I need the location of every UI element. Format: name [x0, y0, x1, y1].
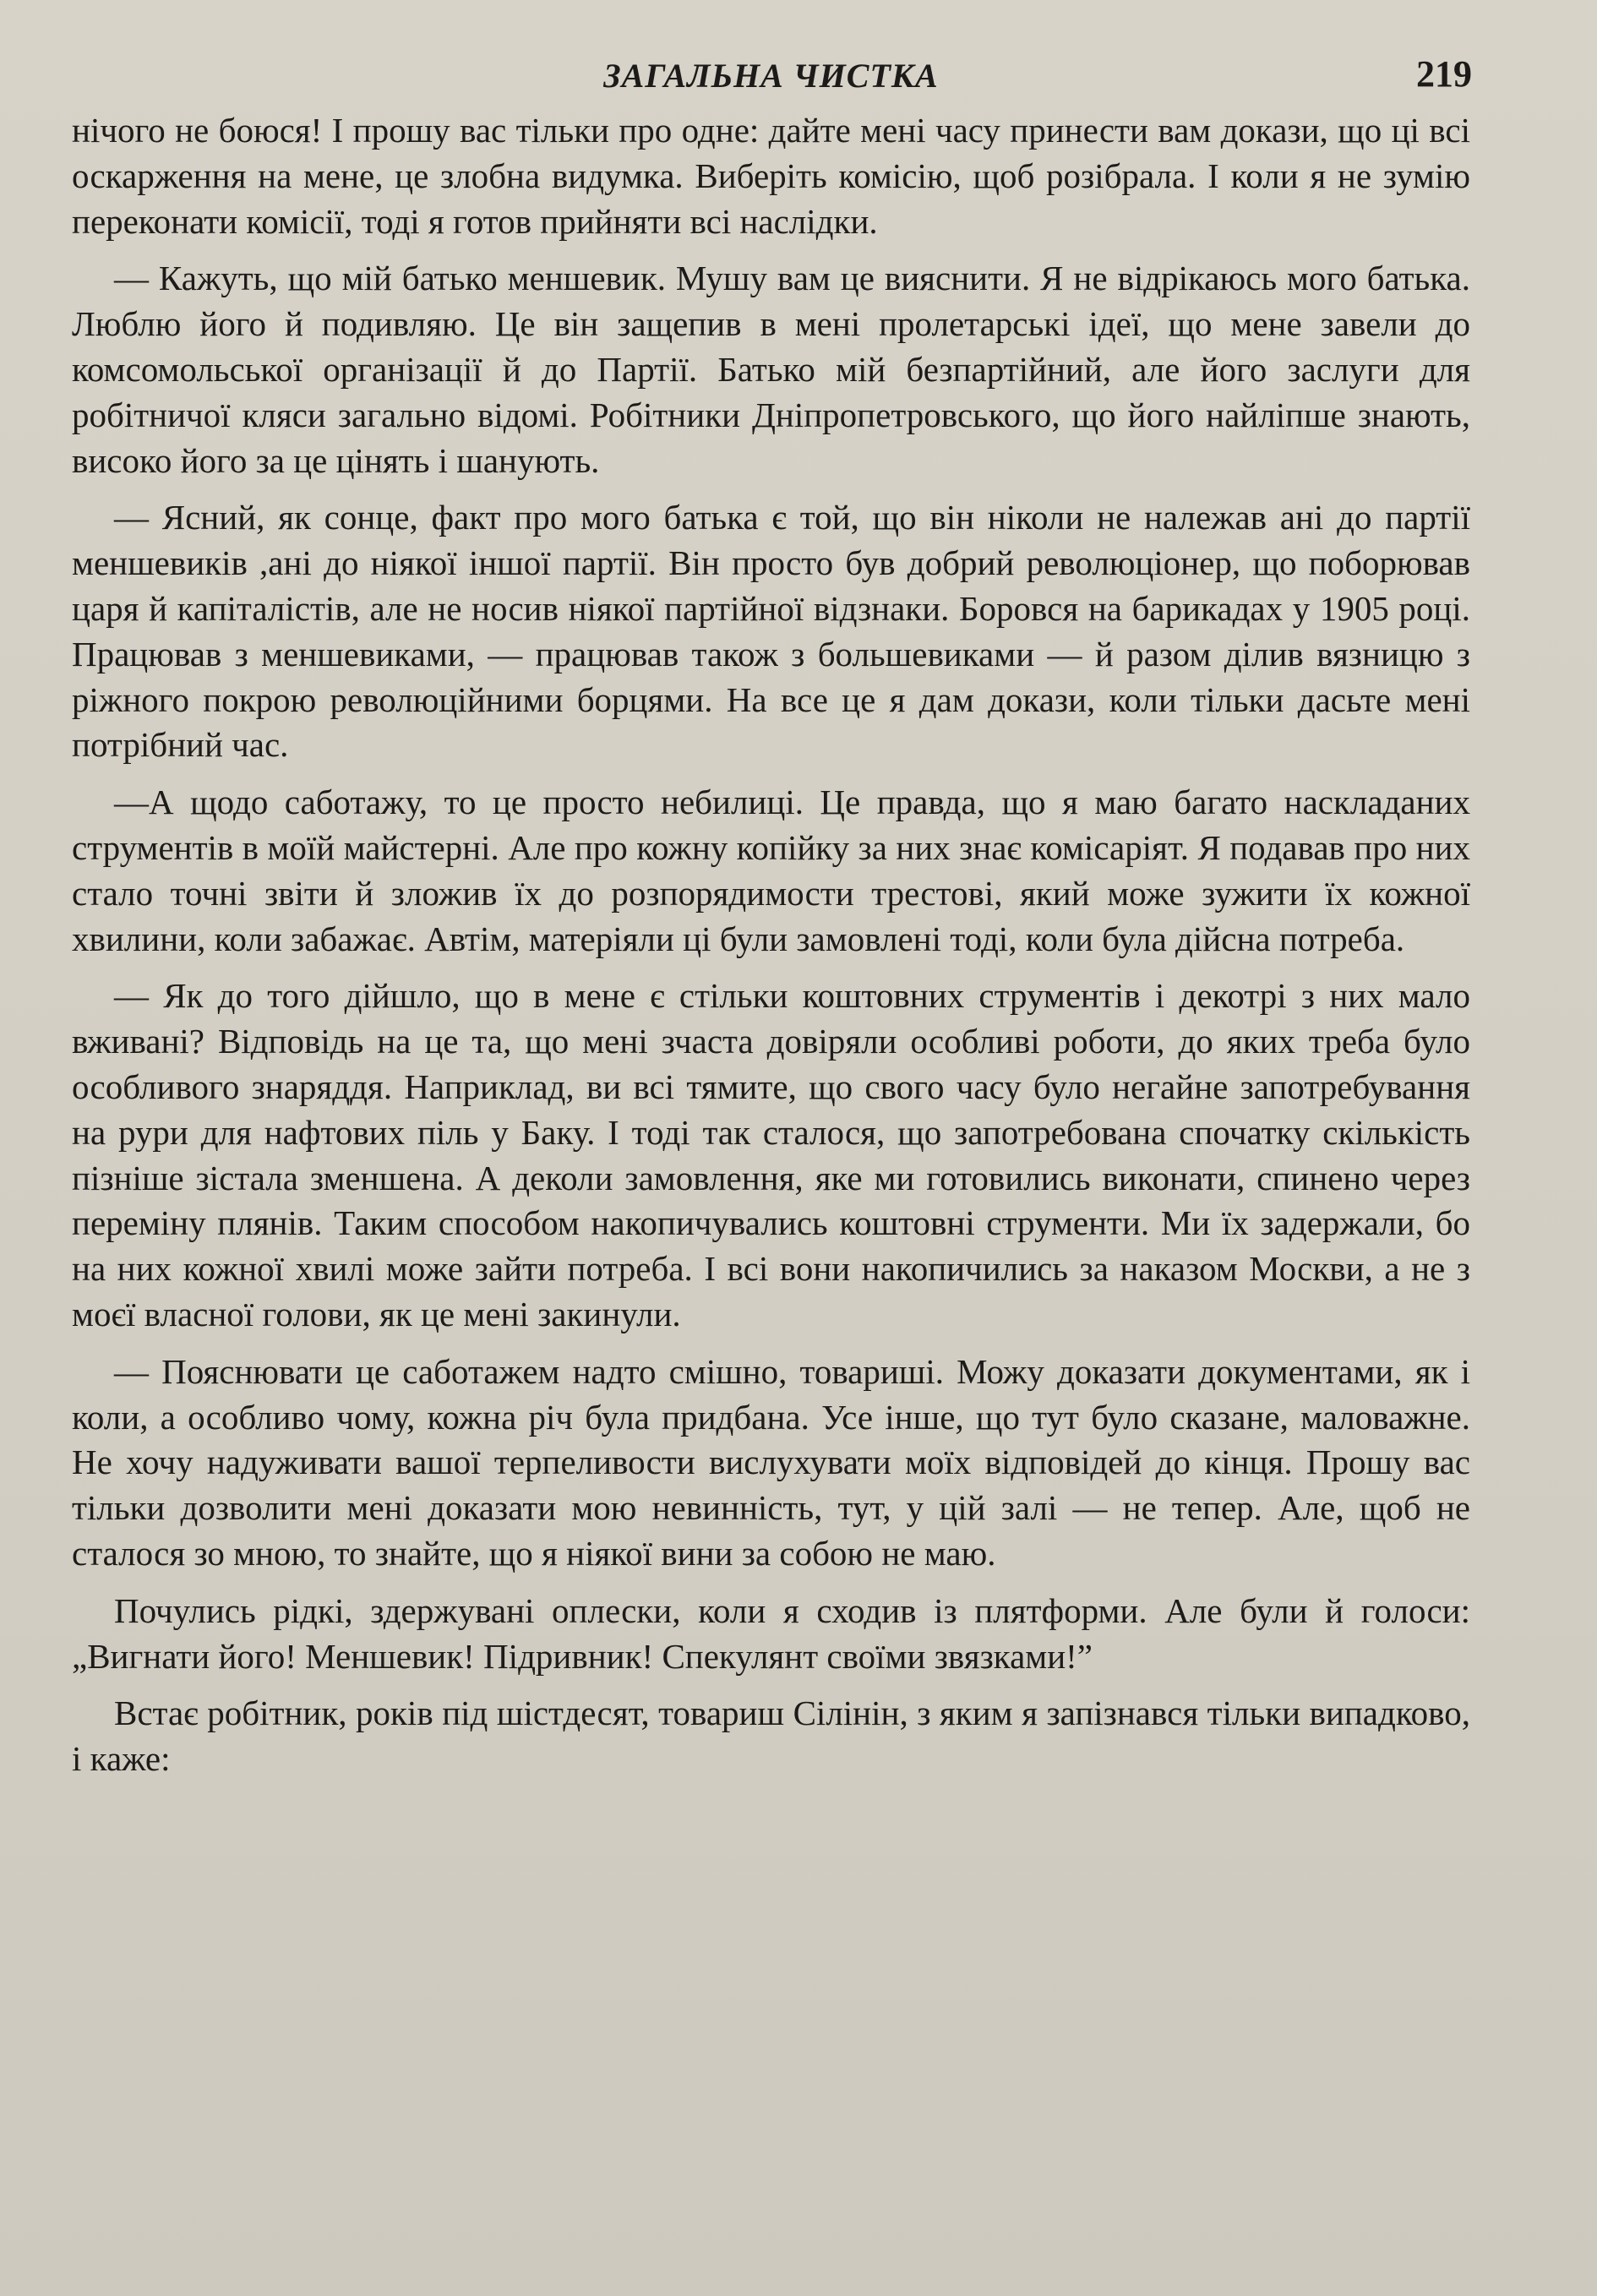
paragraph: —А щодо саботажу, то це просто небилиці. Це правда, що я маю багато наскладаних струментів в моїй майстерні. Але про кожну копійку за них знає комісаріят. Я подавав про них стало точні звіти й зложив їх до розпорядимости трестові, який може зужити їх кожної хвилини, коли забажає. Автім, матеріяли ці були замовлені тоді, коли була дійсна потреба. [72, 783, 1470, 958]
paragraph: нічого не боюся! І прошу вас тільки про одне: дайте мені часу принести вам докази, що ці всі оскарження на мене, це злобна видумка. Виберіть комісію, щоб розібрала. І коли я не зумію переконати комісії, тоді я готов прийняти всі наслідки. [72, 111, 1470, 241]
running-title: ЗАГАЛЬНА ЧИСТКА [603, 57, 939, 95]
body-text [72, 108, 1470, 1782]
paragraph: — Пояснювати це саботажем надто смішно, товариші. Можу доказати документами, як і коли, а особливо чому, кожна річ була придбана. Усе інше, що тут було сказане, маловажне. Не хочу надуживати вашої терпеливости вислухувати моїх відповідей до кінця. Прошу вас тільки дозволити мені доказати мою невинність, тут, у цій залі — не тепер. Але, щоб не сталося зо мною, то знайте, що я ніякої вини за собою не маю. [72, 1351, 1470, 1573]
running-head [72, 41, 1470, 108]
page-number: 219 [1416, 53, 1472, 95]
paragraph: — Ясний, як сонце, факт про мого батька є той, що він ніколи не належав ані до партії меншевиків ,ані до ніякої іншої партії. Він просто був добрий революціонер, що поборював царя й капіталістів, але не носив ніякої партійної відзнаки. Боровся на барикадах у 1905 році. Працював з меншевиками, — працював також з большевиками — й разом ділив вязницю з ріжного покрою революційними борцями. На все це я дам докази, коли тільки дасьте мені потрібний час. [72, 498, 1470, 765]
paragraph: — Кажуть, що мій батько меншевик. Мушу вам це вияснити. Я не відрікаюсь мого батька. Люблю його й подивляю. Це він защепив в мені пролетарські ідеї, що мене завели до комсомольської організації й до Партії. Батько мій безпартійний, але його заслуги для робітничої кляси загально відомі. Робітники Дніпропетровського, що його найліпше знають, високо його за це цінять і шанують. [72, 259, 1470, 480]
paragraph: — Як до того дійшло, що в мене є стільки коштовних струментів і декотрі з них мало вживані? Відповідь на це та, що мені зчаста довіряли особливі роботи, до яких треба було особливого знаряддя. Наприклад, ви всі тямите, що свого часу було негайне запотребування на рури для нафтових піль у Баку. І тоді так сталося, що запотребована спочатку скількість пізніше зістала зменшена. А деколи замовлення, яке ми готовились виконати, спинено через переміну плянів. Таким способом накопичувались коштовні струменти. Ми їх задержали, бо на них кожної хвилі може зайти потреба. І всі вони накопичились за наказом Москви, а не з моєї власної голови, як це мені закинули. [72, 976, 1470, 1333]
paragraph: Почулись рідкі, здержувані оплески, коли я сходив із плятформи. Але були й голоси: „Вигнати його! Меншевик! Підривник! Спекулянт своїми звязками!” [72, 1590, 1470, 1676]
paragraph: Встає робітник, років під шістдесят, товариш Сілінін, з яким я запізнався тільки випадково, і каже: [72, 1693, 1470, 1779]
